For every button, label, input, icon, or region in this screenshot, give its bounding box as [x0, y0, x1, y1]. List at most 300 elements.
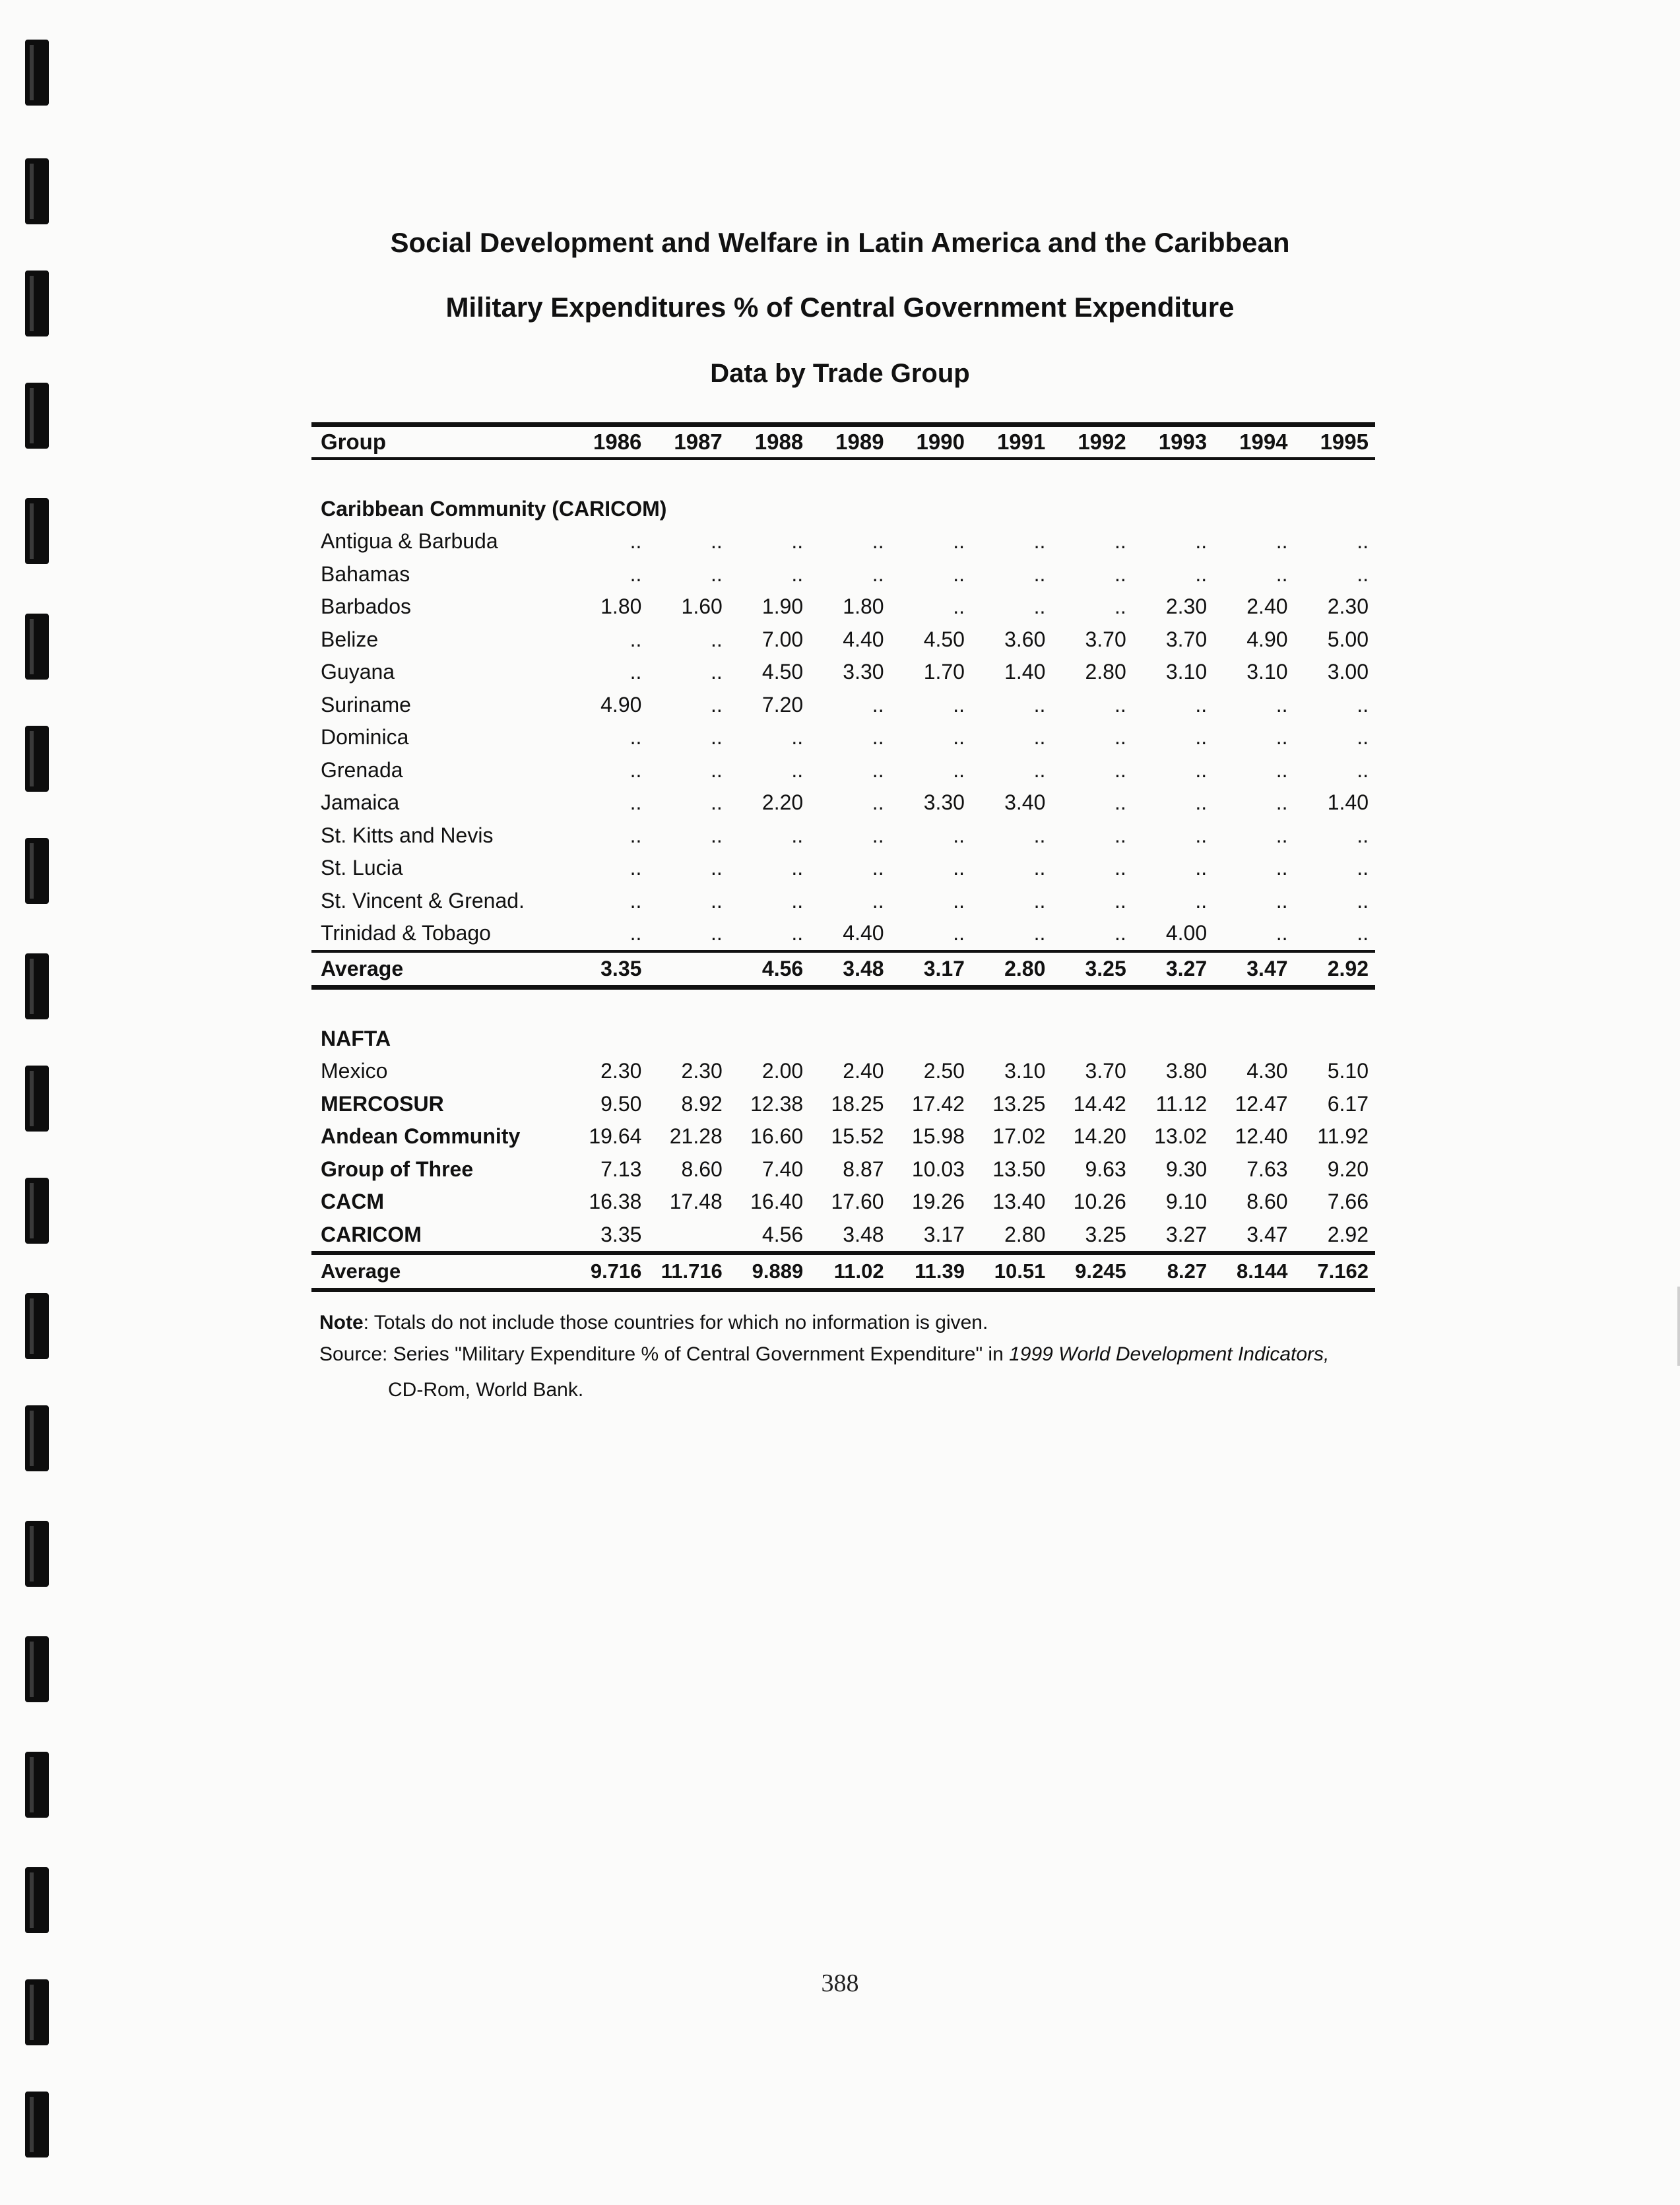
cell-value: 2.30	[600, 1059, 642, 1083]
expenditure-table	[311, 422, 1375, 1292]
cell-value: 3.30	[843, 660, 884, 684]
cell-value: ..	[630, 790, 642, 815]
cell-value: 3.47	[1246, 1222, 1288, 1246]
cell-value: 4.90	[600, 692, 642, 717]
table-row	[311, 689, 1375, 722]
cell-value: 6.17	[1327, 1091, 1369, 1116]
cell-value: ..	[1276, 790, 1288, 815]
binder-hole	[25, 726, 49, 792]
cell-value: 4.50	[923, 627, 965, 651]
cell-value: ..	[1114, 529, 1126, 554]
cell-value: 2.30	[681, 1059, 723, 1083]
source-continuation: CD-Rom, World Bank.	[388, 1379, 584, 1401]
cell-value: 3.47	[1213, 951, 1294, 988]
cell-value: ..	[791, 856, 804, 880]
table-row	[311, 1153, 1375, 1186]
cell-value: ..	[953, 757, 965, 782]
cell-value: 1.60	[681, 594, 723, 619]
cell-value: ..	[1276, 757, 1288, 782]
cell-value: 4.56	[761, 1222, 804, 1246]
cell-value: 4.30	[1246, 1059, 1288, 1083]
cell-value: 3.27	[1133, 951, 1213, 988]
cell-value: ..	[1195, 757, 1208, 782]
cell-value: 15.98	[911, 1124, 965, 1149]
table-row	[311, 819, 1375, 852]
cell-value: ..	[1033, 921, 1046, 945]
cell-value: 18.25	[831, 1091, 884, 1116]
spacer-cell	[311, 459, 1375, 493]
cell-value: ..	[872, 856, 884, 880]
column-header-group: Group	[311, 425, 567, 459]
table-row	[311, 1055, 1375, 1088]
cell-value: ..	[791, 921, 804, 945]
cell-value: ..	[1357, 692, 1369, 717]
cell-value: 21.28	[669, 1124, 723, 1149]
cell-value: ..	[630, 561, 642, 586]
cell-value: ..	[953, 529, 965, 554]
cell-value: 3.60	[1004, 627, 1046, 651]
row-label: Average	[311, 1253, 567, 1290]
cell-value: 3.70	[1085, 627, 1126, 651]
cell-value: ..	[1033, 856, 1046, 880]
cell-value: 3.00	[1327, 660, 1369, 684]
table-row	[311, 1088, 1375, 1121]
cell-value: 3.48	[810, 951, 890, 988]
cell-value: 7.20	[761, 692, 804, 717]
cell-value: 1.40	[1004, 660, 1046, 684]
cell-value: ..	[1195, 856, 1208, 880]
cell-value: ..	[1195, 823, 1208, 847]
section-title: NAFTA	[321, 1026, 391, 1050]
row-label: MERCOSUR	[321, 1091, 444, 1116]
table-row	[311, 1186, 1375, 1219]
cell-value: ..	[1033, 529, 1046, 554]
cell-value: ..	[1357, 529, 1369, 554]
cell-value: ..	[1195, 692, 1208, 717]
binder-hole	[25, 383, 49, 449]
row-label: Dominica	[321, 725, 409, 750]
cell-value: 9.716	[567, 1253, 648, 1290]
cell-value: 3.70	[1085, 1059, 1126, 1083]
binder-hole	[25, 40, 49, 106]
row-label: Grenada	[321, 757, 403, 782]
cell-value: 12.40	[1235, 1124, 1288, 1149]
cell-value: ..	[1357, 856, 1369, 880]
cell-value: 13.50	[992, 1157, 1046, 1181]
binder-hole	[25, 2092, 49, 2157]
cell-value: 2.40	[843, 1059, 884, 1083]
row-label: Group of Three	[321, 1157, 474, 1181]
cell-value: 17.42	[911, 1091, 965, 1116]
section-nafta	[311, 1023, 1375, 1056]
binder-hole	[25, 1293, 49, 1359]
cell-value: ..	[1114, 594, 1126, 619]
cell-value: ..	[953, 692, 965, 717]
binder-hole	[25, 158, 49, 224]
cell-value: ..	[1195, 529, 1208, 554]
cell-value: ..	[1195, 561, 1208, 586]
cell-value: ..	[1033, 757, 1046, 782]
cell-value: 11.02	[810, 1253, 890, 1290]
cell-value: 3.35	[567, 951, 648, 988]
cell-value: ..	[791, 561, 804, 586]
cell-value: 9.63	[1085, 1157, 1126, 1181]
column-header-year: 1994	[1213, 425, 1294, 459]
cell-value: ..	[791, 823, 804, 847]
cell-value: 19.26	[911, 1190, 965, 1214]
cell-value: 4.50	[761, 660, 804, 684]
table-title: Military Expenditures % of Central Government Expenditure	[445, 292, 1235, 323]
cell-value: ..	[872, 561, 884, 586]
spacer-cell	[311, 988, 1375, 1023]
section-caricom	[311, 493, 1375, 526]
table-row	[311, 852, 1375, 885]
cell-value: ..	[1114, 888, 1126, 912]
cell-value: 2.20	[761, 790, 804, 815]
cell-value: ..	[1114, 757, 1126, 782]
row-label: St. Kitts and Nevis	[321, 823, 494, 847]
cell-value: ..	[872, 529, 884, 554]
binder-hole	[25, 1521, 49, 1587]
cell-value: 1.40	[1327, 790, 1369, 815]
cell-value: 3.25	[1085, 1222, 1126, 1246]
page-edge-mark	[1677, 1287, 1680, 1366]
cell-value: 7.40	[761, 1157, 804, 1181]
table-row	[311, 525, 1375, 558]
cell-value: ..	[791, 529, 804, 554]
binder-hole	[25, 1636, 49, 1702]
cell-value: ..	[711, 692, 723, 717]
cell-value: 2.92	[1295, 951, 1375, 988]
cell-value: ..	[1033, 594, 1046, 619]
cell-value: 2.92	[1327, 1222, 1369, 1246]
cell-value: ..	[953, 888, 965, 912]
table-row	[311, 786, 1375, 819]
cell-value: ..	[1114, 725, 1126, 750]
row-label: Barbados	[321, 594, 411, 619]
cell-value: ..	[791, 888, 804, 912]
note-text: : Totals do not include those countries for which no information is given.	[363, 1312, 988, 1333]
cell-value: ..	[630, 529, 642, 554]
cell-value: ..	[711, 921, 723, 945]
cell-value: ..	[1276, 921, 1288, 945]
cell-value: ..	[953, 725, 965, 750]
cell-value: ..	[953, 561, 965, 586]
cell-value: 9.50	[600, 1091, 642, 1116]
cell-value: ..	[1114, 692, 1126, 717]
cell-value: 2.80	[971, 951, 1052, 988]
column-header-year: 1989	[810, 425, 890, 459]
cell-value: ..	[1114, 921, 1126, 945]
cell-value: 2.80	[1004, 1222, 1046, 1246]
cell-value: 11.92	[1317, 1124, 1369, 1149]
cell-value: ..	[630, 823, 642, 847]
row-label: Suriname	[321, 692, 411, 717]
cell-value: 3.25	[1052, 951, 1132, 988]
cell-value: 19.64	[589, 1124, 642, 1149]
page-number: 388	[821, 1969, 859, 1997]
cell-value: ..	[872, 823, 884, 847]
cell-value: 2.80	[1085, 660, 1126, 684]
binder-hole	[25, 953, 49, 1019]
cell-value: 7.13	[600, 1157, 642, 1181]
cell-value: 7.66	[1327, 1190, 1369, 1214]
cell-value: ..	[711, 627, 723, 651]
column-header-year: 1992	[1052, 425, 1132, 459]
cell-value: 3.27	[1165, 1222, 1208, 1246]
cell-value: 12.38	[750, 1091, 804, 1116]
cell-value: 3.17	[923, 1222, 965, 1246]
table-row	[311, 721, 1375, 754]
cell-value: ..	[1195, 725, 1208, 750]
cell-value: ..	[1114, 790, 1126, 815]
cell-value: ..	[1033, 561, 1046, 586]
cell-value: ..	[630, 757, 642, 782]
table-row	[311, 591, 1375, 623]
cell-value: 3.48	[843, 1222, 884, 1246]
cell-value: ..	[711, 823, 723, 847]
table-row	[311, 1120, 1375, 1153]
cell-value: 16.60	[750, 1124, 804, 1149]
cell-value: 3.30	[923, 790, 965, 815]
cell-value: 7.63	[1246, 1157, 1288, 1181]
cell-value: 2.40	[1246, 594, 1288, 619]
cell-value: ..	[1033, 888, 1046, 912]
cell-value: 4.40	[843, 627, 884, 651]
cell-value: ..	[630, 627, 642, 651]
cell-value	[648, 951, 728, 988]
cell-value: 5.10	[1327, 1059, 1369, 1083]
row-label: Mexico	[321, 1059, 388, 1083]
cell-value: ..	[1276, 888, 1288, 912]
cell-value: 15.52	[831, 1124, 884, 1149]
cell-value: 10.26	[1073, 1190, 1126, 1214]
binder-hole	[25, 1178, 49, 1244]
cell-value: ..	[953, 856, 965, 880]
cell-value: ..	[1276, 823, 1288, 847]
cell-value: ..	[1276, 725, 1288, 750]
spacer-row	[311, 988, 1375, 1023]
binder-hole	[25, 1066, 49, 1132]
cell-value: 9.10	[1165, 1190, 1208, 1214]
table-subtitle: Data by Trade Group	[710, 359, 970, 388]
cell-value: 1.80	[600, 594, 642, 619]
cell-value: 2.30	[1327, 594, 1369, 619]
cell-value: 7.162	[1295, 1253, 1375, 1290]
cell-value: ..	[953, 594, 965, 619]
row-label: Antigua & Barbuda	[321, 529, 498, 554]
cell-value: 8.27	[1133, 1253, 1213, 1290]
cell-value: ..	[630, 725, 642, 750]
table-row	[311, 917, 1375, 951]
row-label: Average	[311, 951, 567, 988]
cell-value: 4.00	[1165, 921, 1208, 945]
cell-value: ..	[630, 888, 642, 912]
column-header-year: 1990	[891, 425, 971, 459]
row-label: Guyana	[321, 660, 395, 684]
cell-value: 4.56	[729, 951, 810, 988]
table-row	[311, 656, 1375, 689]
cell-value: ..	[1195, 888, 1208, 912]
cell-value: ..	[1276, 561, 1288, 586]
cell-value: 9.245	[1052, 1253, 1132, 1290]
table-row	[311, 623, 1375, 656]
column-header-year: 1995	[1295, 425, 1375, 459]
cell-value: ..	[1357, 561, 1369, 586]
source-line	[319, 1343, 1329, 1366]
cell-value: ..	[953, 823, 965, 847]
column-header-year: 1987	[648, 425, 728, 459]
cell-value: ..	[1357, 823, 1369, 847]
cell-value: ..	[630, 856, 642, 880]
cell-value: 2.00	[761, 1059, 804, 1083]
binder-hole	[25, 1752, 49, 1818]
row-label: Jamaica	[321, 790, 400, 815]
cell-value: 8.92	[681, 1091, 723, 1116]
cell-value: 3.70	[1165, 627, 1208, 651]
cell-value: ..	[711, 757, 723, 782]
average-row-caricom	[311, 951, 1375, 988]
cell-value: ..	[1357, 725, 1369, 750]
cell-value: 11.716	[648, 1253, 728, 1290]
cell-value: 14.42	[1073, 1091, 1126, 1116]
binder-holes	[25, 0, 58, 2205]
cell-value: ..	[872, 888, 884, 912]
cell-value: 10.51	[971, 1253, 1052, 1290]
cell-value: 17.48	[669, 1190, 723, 1214]
cell-value: ..	[711, 660, 723, 684]
note-line	[319, 1312, 988, 1334]
cell-value: 10.03	[911, 1157, 965, 1181]
cell-value: ..	[872, 757, 884, 782]
cell-value: ..	[1033, 725, 1046, 750]
cell-value: 3.80	[1165, 1059, 1208, 1083]
row-label: St. Lucia	[321, 856, 403, 880]
cell-value: 5.00	[1327, 627, 1369, 651]
cell-value: ..	[1357, 757, 1369, 782]
cell-value: 11.12	[1155, 1091, 1208, 1116]
cell-value: ..	[1357, 888, 1369, 912]
binder-hole	[25, 498, 49, 564]
row-label: CARICOM	[321, 1222, 422, 1246]
cell-value: ..	[711, 529, 723, 554]
table-row	[311, 754, 1375, 787]
cell-value: 8.144	[1213, 1253, 1294, 1290]
cell-value: 2.30	[1165, 594, 1208, 619]
source-publication: 1999 World Development Indicators,	[1009, 1343, 1330, 1365]
row-label: Trinidad & Tobago	[321, 921, 491, 945]
cell-value: 9.30	[1165, 1157, 1208, 1181]
cell-value: ..	[1276, 856, 1288, 880]
cell-value: 9.889	[729, 1253, 810, 1290]
column-header-year: 1991	[971, 425, 1052, 459]
cell-value: 3.40	[1004, 790, 1046, 815]
cell-value: 17.60	[831, 1190, 884, 1214]
cell-value: 13.40	[992, 1190, 1046, 1214]
cell-value: 3.35	[600, 1222, 642, 1246]
cell-value: 7.00	[761, 627, 804, 651]
row-label: St. Vincent & Grenad.	[321, 888, 525, 912]
cell-value: 1.90	[761, 594, 804, 619]
row-label: Belize	[321, 627, 379, 651]
cell-value: ..	[1195, 790, 1208, 815]
cell-value: 17.02	[992, 1124, 1046, 1149]
cell-value: ..	[1276, 692, 1288, 717]
row-label: Bahamas	[321, 561, 410, 586]
cell-value: ..	[1114, 561, 1126, 586]
source-text: Source: Series "Military Expenditure % of Central Government Expenditure" in	[319, 1343, 1010, 1365]
cell-value: 13.02	[1154, 1124, 1208, 1149]
note-label: Note	[319, 1312, 364, 1333]
cell-value: 1.80	[843, 594, 884, 619]
binder-hole	[25, 1867, 49, 1933]
cell-value: ..	[711, 856, 723, 880]
cell-value	[648, 1219, 728, 1254]
section-title: Caribbean Community (CARICOM)	[321, 496, 667, 521]
cell-value: 4.40	[843, 921, 884, 945]
cell-value: 8.87	[843, 1157, 884, 1181]
cell-value: 1.70	[923, 660, 965, 684]
cell-value: ..	[791, 725, 804, 750]
cell-value: ..	[1033, 823, 1046, 847]
average-row-groups	[311, 1253, 1375, 1290]
cell-value: 3.10	[1165, 660, 1208, 684]
cell-value: 12.47	[1235, 1091, 1288, 1116]
cell-value: 13.25	[992, 1091, 1046, 1116]
cell-value: ..	[711, 725, 723, 750]
cell-value: ..	[711, 888, 723, 912]
cell-value: ..	[1276, 529, 1288, 554]
cell-value: ..	[630, 660, 642, 684]
cell-value: ..	[711, 790, 723, 815]
column-header-year: 1986	[567, 425, 648, 459]
table-row	[311, 558, 1375, 591]
cell-value: 11.39	[891, 1253, 971, 1290]
cell-value: 3.10	[1004, 1059, 1046, 1083]
cell-value: ..	[872, 725, 884, 750]
cell-value: 8.60	[681, 1157, 723, 1181]
cell-value: 8.60	[1246, 1190, 1288, 1214]
table-row	[311, 885, 1375, 918]
spacer-row	[311, 459, 1375, 493]
row-label: Andean Community	[321, 1124, 521, 1149]
row-label: CACM	[321, 1190, 384, 1214]
binder-hole	[25, 838, 49, 904]
cell-value: 9.20	[1327, 1157, 1369, 1181]
cell-value: ..	[1033, 692, 1046, 717]
table-header-row	[311, 425, 1375, 459]
cell-value: ..	[872, 692, 884, 717]
column-header-year: 1993	[1133, 425, 1213, 459]
cell-value: ..	[1357, 921, 1369, 945]
cell-value: ..	[791, 757, 804, 782]
cell-value: 14.20	[1073, 1124, 1126, 1149]
binder-hole	[25, 1405, 49, 1471]
cell-value: 16.40	[750, 1190, 804, 1214]
cell-value: 16.38	[589, 1190, 642, 1214]
cell-value: 3.10	[1246, 660, 1288, 684]
cell-value: ..	[1114, 856, 1126, 880]
cell-value: 2.50	[923, 1059, 965, 1083]
cell-value: 4.90	[1246, 627, 1288, 651]
cell-value: 3.17	[891, 951, 971, 988]
column-header-year: 1988	[729, 425, 810, 459]
cell-value: ..	[1114, 823, 1126, 847]
cell-value: ..	[953, 921, 965, 945]
table-row	[311, 1219, 1375, 1254]
binder-hole	[25, 614, 49, 680]
cell-value: ..	[630, 921, 642, 945]
